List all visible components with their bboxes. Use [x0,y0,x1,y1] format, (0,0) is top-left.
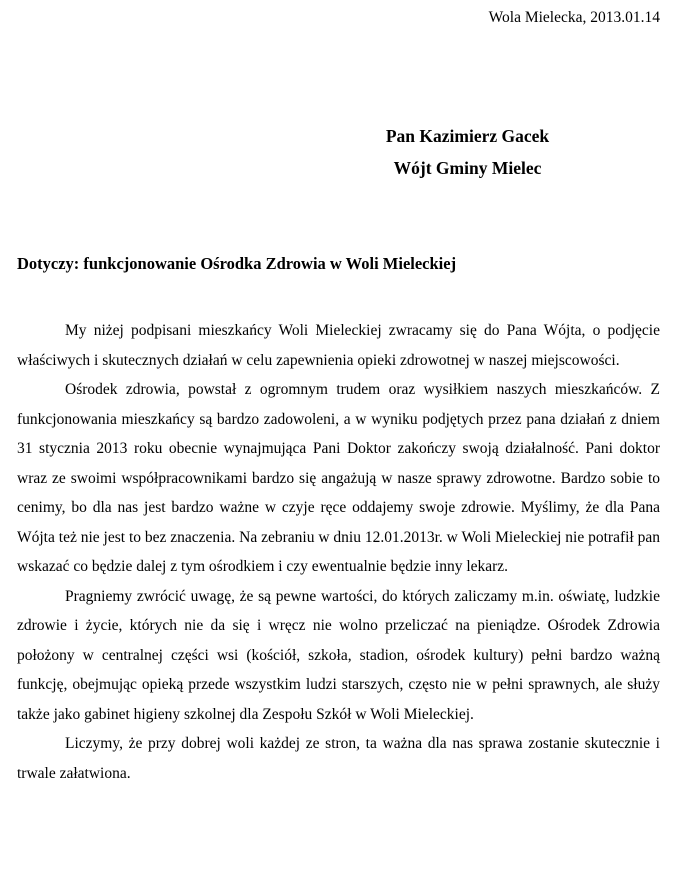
letter-body [17,316,660,788]
subject-line: Dotyczy: funkcjonowanie Ośrodka Zdrowia w Woli Mieleckiej [17,254,457,273]
addressee-block [290,120,645,184]
addressee-name: Pan Kazimierz Gacek [385,126,550,146]
paragraph-intro: My niżej podpisani mieszkańcy Woli Mieleckiej zwracamy się do Pana Wójta, o podjęcie właściwych i skutecznych działań w celu zapewnienia opieki zdrowotnej w naszej miejscowości. [17,322,660,369]
paragraph-closing: Liczymy, że przy dobrej woli każdej ze stron, ta ważna dla nas sprawa zostanie skutecznie i trwale załatwiona. [17,735,660,782]
paragraph-health-center: Ośrodek zdrowia, powstał z ogromnym trudem oraz wysiłkiem naszych mieszkańców. Z funkcjonowania mieszkańcy są bardzo zadowoleni, a w wyniku podjętych przez pana działań z dniem 31 stycznia 2013 roku obecnie wynajmująca Pani Doktor zakończy swoją działalność. Pani doktor wraz ze swoimi współpracownikami bardzo się angażują w nasze sprawy zdrowotne. Bardzo sobie to cenimy, bo dla nas jest bardzo ważne w czyje ręce oddajemy swoje zdrowie. Myślimy, że dla Pana Wójta też nie jest to bez znaczenia. Na zebraniu w dniu 12.01.2013r. w Woli Mieleckiej nie potrafił pan wskazać co będzie dalej z tym ośrodkiem i czy ewentualnie będzie inny lekarz. [17,381,660,575]
paragraph-values: Pragniemy zwrócić uwagę, że są pewne wartości, do których zaliczamy m.in. oświatę, ludzkie zdrowie i życie, których nie da się i wręcz nie wolno przeliczać na pieniądze. Ośrodek Zdrowia położony w centralnej części wsi (kościół, szkoła, stadion, ośrodek kultury) pełni bardzo ważną funkcję, obejmując opieką przede wszystkim ludzi starszych, często nie w pełni sprawnych, ale służy także jako gabinet higieny szkolnej dla Zespołu Szkół w Woli Mieleckiej. [17,587,660,723]
date-line: Wola Mielecka, 2013.01.14 [488,9,660,26]
addressee-title: Wójt Gminy Mielec [393,158,542,178]
